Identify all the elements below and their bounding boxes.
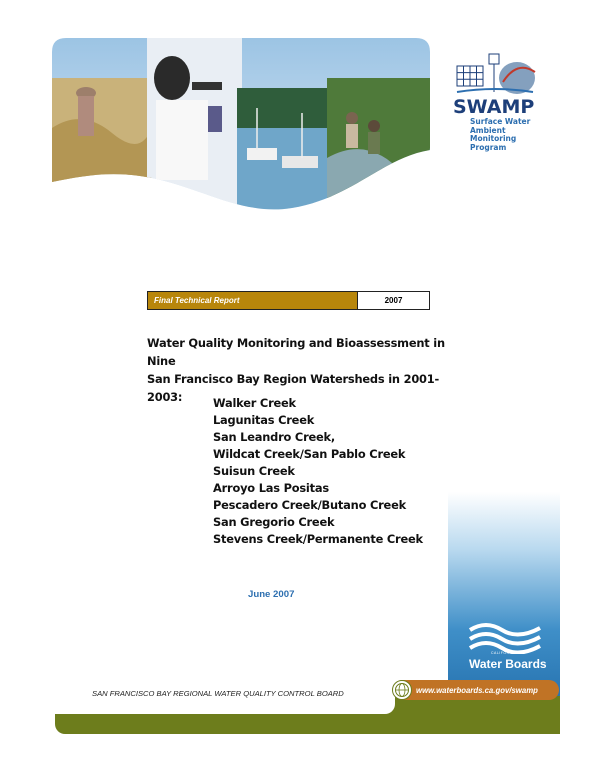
report-type-label: Final Technical Report [148, 292, 357, 309]
logo-subtitle-line: Program [470, 142, 507, 152]
creek-item: Pescadero Creek/Butano Creek [213, 498, 406, 512]
agency-name: SAN FRANCISCO BAY REGIONAL WATER QUALITY CONTROL BOARD [92, 689, 344, 698]
website-url[interactable]: www.waterboards.ca.gov/swamp [416, 685, 538, 695]
creek-item: Walker Creek [213, 396, 296, 410]
globe-icon [392, 680, 412, 700]
creek-item: Lagunitas Creek [213, 413, 315, 427]
publication-date: June 2007 [248, 589, 295, 600]
header-photo-banner [52, 38, 430, 218]
creek-list [213, 395, 423, 548]
swamp-logo-title: SWAMP [453, 96, 535, 118]
creek-item: Suisun Creek [213, 464, 295, 478]
title-line: San Francisco Bay Region Watersheds in 2001-2003: [147, 372, 440, 404]
creek-item: Wildcat Creek/San Pablo Creek [213, 447, 406, 461]
logo-subtitle-line: Surface Water [470, 117, 531, 126]
swamp-logo-subtitle [470, 118, 550, 152]
title-line: Water Quality Monitoring and Bioassessment in Nine [147, 336, 445, 368]
website-link[interactable] [393, 680, 559, 700]
water-boards-name: Water Boards [469, 657, 547, 671]
water-boards-wave-icon [466, 620, 544, 654]
creek-item: Arroyo Las Positas [213, 481, 329, 495]
creek-item: Stevens Creek/Permanente Creek [213, 532, 423, 546]
report-type-bar [147, 291, 430, 310]
logo-subtitle-line: Ambient Monitoring [470, 125, 517, 143]
creek-item: San Leandro Creek, [213, 430, 336, 444]
report-year: 2007 [357, 292, 429, 309]
water-boards-state-label: CALIFORNIA [491, 651, 518, 655]
creek-item: San Gregorio Creek [213, 515, 335, 529]
